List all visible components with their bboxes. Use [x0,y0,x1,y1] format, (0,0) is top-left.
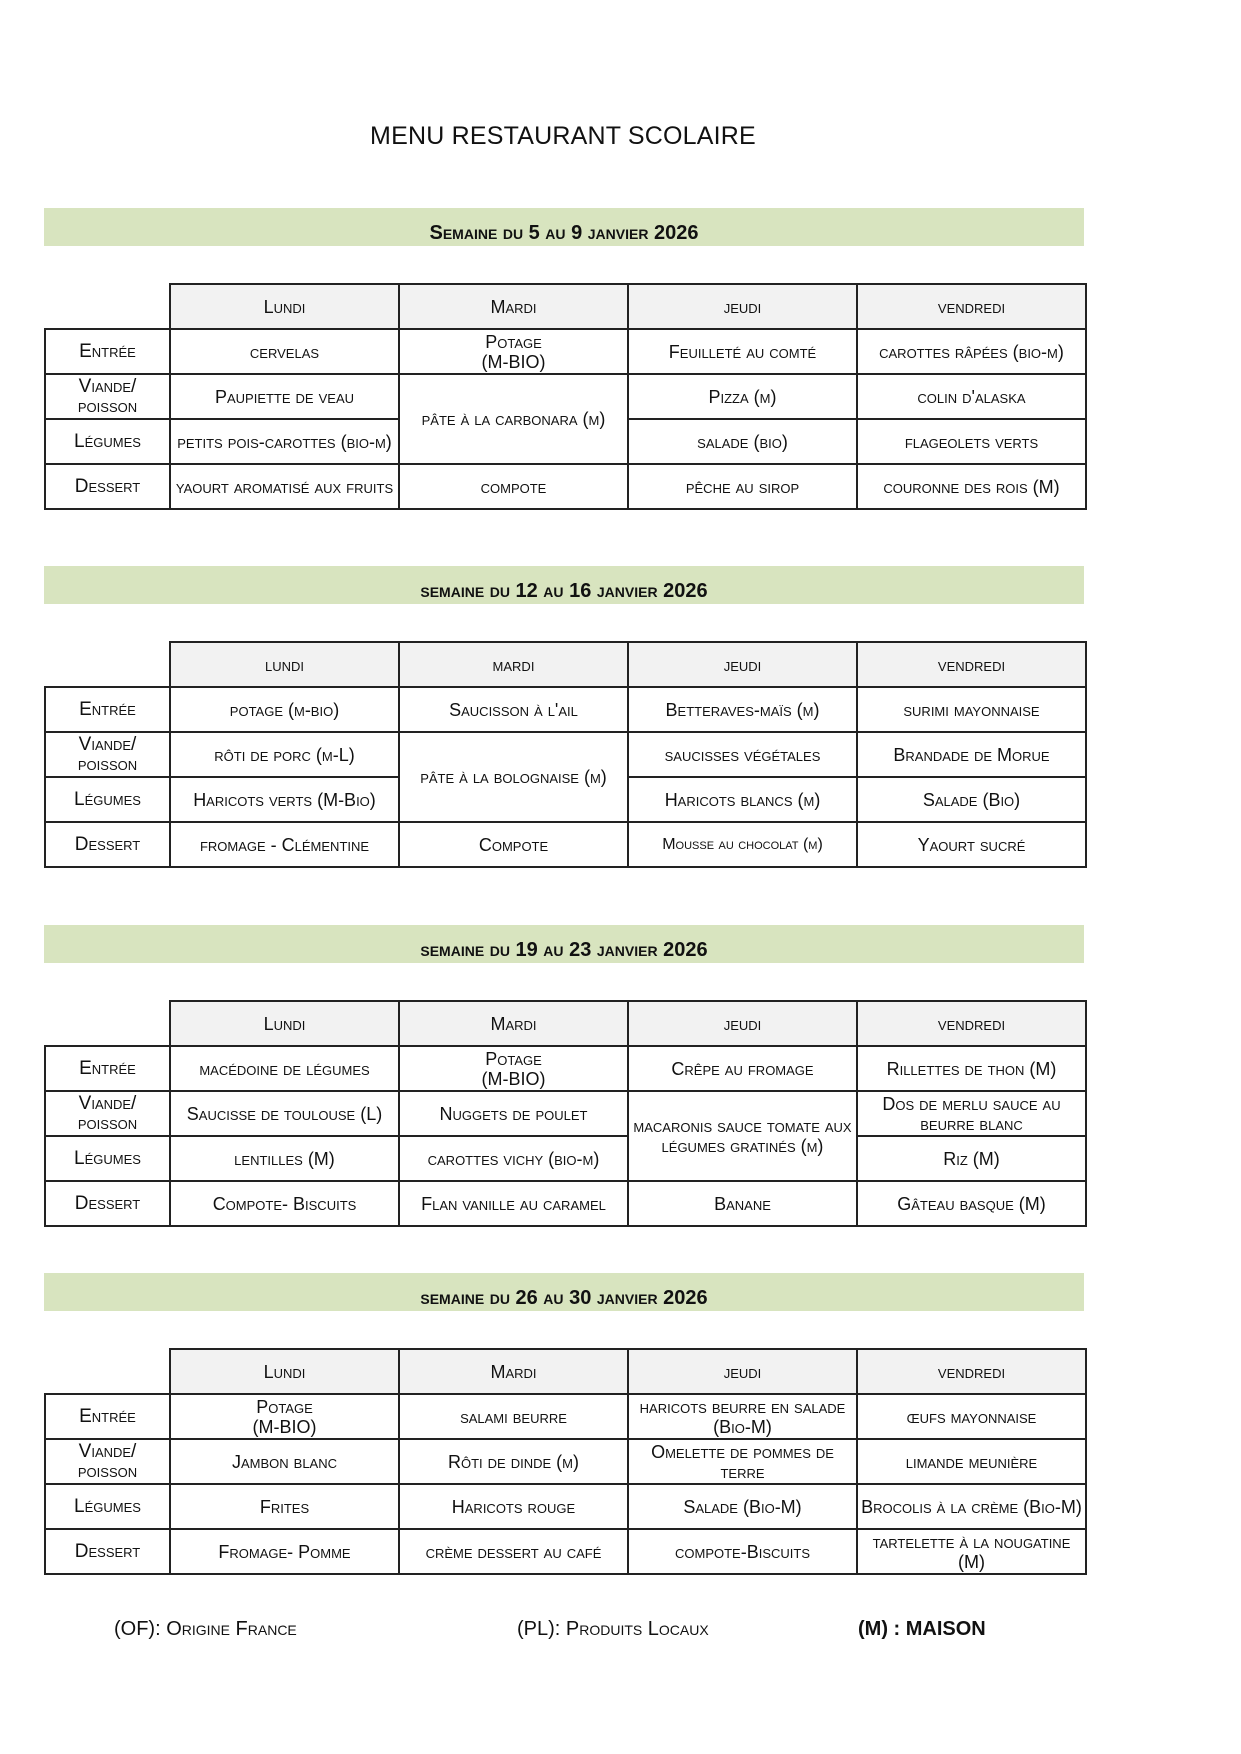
menu-cell: surimi mayonnaise [857,687,1086,732]
day-header: jeudi [628,1349,857,1394]
week-title: semaine du 19 au 23 janvier 2026 [420,939,708,961]
day-header: jeudi [628,1001,857,1046]
menu-cell: Fromage- Pomme [170,1529,399,1574]
menu-cell: Saucisse de toulouse (L) [170,1091,399,1136]
menu-cell: Saucisson à l'ail [399,687,628,732]
menu-table-week-4 [44,1348,1087,1575]
menu-cell: compote [399,464,628,509]
day-header: vendredi [857,1349,1086,1394]
menu-cell: Brandade de Morue [857,732,1086,777]
menu-cell: Haricots verts (M-Bio) [170,777,399,822]
week-title: Semaine du 5 au 9 janvier 2026 [429,222,699,244]
menu-cell: pâte à la bolognaise (m) [399,732,628,822]
row-label-viande: Viande/ poisson [45,1439,170,1484]
day-header: Mardi [399,284,628,329]
menu-cell: Compote [399,822,628,867]
day-header: Mardi [399,1001,628,1046]
menu-cell: Jambon blanc [170,1439,399,1484]
menu-cell: salami beurre [399,1394,628,1439]
menu-cell: Nuggets de poulet [399,1091,628,1136]
row-label-viande: Viande/ poisson [45,374,170,419]
menu-cell: Salade (Bio-M) [628,1484,857,1529]
row-label-entree: Entrée [45,1046,170,1091]
menu-cell: flageolets verts [857,419,1086,464]
menu-cell: Banane [628,1181,857,1226]
menu-cell: Rillettes de thon (M) [857,1046,1086,1091]
menu-cell: Frites [170,1484,399,1529]
menu-cell: Paupiette de veau [170,374,399,419]
menu-cell: pâte à la carbonara (m) [399,374,628,464]
menu-cell: Potage (M-BIO) [399,329,628,374]
corner-cell [45,284,170,329]
row-label-legumes: Légumes [45,419,170,464]
legend-maison: (M) : MAISON [858,1618,986,1640]
menu-cell: Yaourt sucré [857,822,1086,867]
row-label-legumes: Légumes [45,777,170,822]
row-label-dessert: Dessert [45,464,170,509]
menu-cell: Flan vanille au caramel [399,1181,628,1226]
menu-cell: Dos de merlu sauce au beurre blanc [857,1091,1086,1136]
day-header: jeudi [628,284,857,329]
row-label-entree: Entrée [45,329,170,374]
day-header: vendredi [857,1001,1086,1046]
week-title: semaine du 12 au 16 janvier 2026 [420,580,708,602]
menu-cell: crème dessert au café [399,1529,628,1574]
menu-cell: Riz (M) [857,1136,1086,1181]
menu-cell: colin d'alaska [857,374,1086,419]
menu-cell: Salade (Bio) [857,777,1086,822]
menu-cell: Pizza (m) [628,374,857,419]
menu-cell: potage (m-bio) [170,687,399,732]
day-header: Lundi [170,1001,399,1046]
menu-cell: fromage - Clémentine [170,822,399,867]
menu-cell: saucisses végétales [628,732,857,777]
page-title: MENU RESTAURANT SCOLAIRE [370,122,756,150]
menu-cell: cervelas [170,329,399,374]
corner-cell [45,642,170,687]
row-label-viande: Viande/ poisson [45,732,170,777]
menu-cell: œufs mayonnaise [857,1394,1086,1439]
day-header: jeudi [628,642,857,687]
menu-cell: Crêpe au fromage [628,1046,857,1091]
menu-cell: Mousse au chocolat (m) [628,822,857,867]
menu-cell: Haricots rouge [399,1484,628,1529]
row-label-entree: Entrée [45,687,170,732]
menu-cell: yaourt aromatisé aux fruits [170,464,399,509]
row-label-viande: Viande/ poisson [45,1091,170,1136]
menu-cell: Gâteau basque (M) [857,1181,1086,1226]
menu-cell: tartelette à la nougatine (M) [857,1529,1086,1574]
menu-cell: compote-Biscuits [628,1529,857,1574]
day-header: Lundi [170,284,399,329]
menu-cell: Potage (M-BIO) [170,1394,399,1439]
day-header: lundi [170,642,399,687]
menu-cell: rôti de porc (m-L) [170,732,399,777]
row-label-legumes: Légumes [45,1136,170,1181]
row-label-dessert: Dessert [45,1181,170,1226]
menu-cell: Betteraves-maïs (m) [628,687,857,732]
day-header: vendredi [857,642,1086,687]
menu-cell: salade (bio) [628,419,857,464]
row-label-dessert: Dessert [45,822,170,867]
menu-table-week-2 [44,641,1087,868]
menu-cell: lentilles (M) [170,1136,399,1181]
menu-cell: Brocolis à la crème (Bio-M) [857,1484,1086,1529]
menu-cell: Rôti de dinde (m) [399,1439,628,1484]
menu-table-week-1 [44,283,1087,510]
menu-cell: pêche au sirop [628,464,857,509]
menu-table-week-3 [44,1000,1087,1227]
menu-cell: Omelette de pommes de terre [628,1439,857,1484]
legend-produits-locaux: (PL): Produits Locaux [517,1618,709,1640]
menu-cell: limande meunière [857,1439,1086,1484]
legend-origine-france: (OF): Origine France [114,1618,297,1640]
day-header: vendredi [857,284,1086,329]
day-header: Lundi [170,1349,399,1394]
menu-cell: couronne des rois (M) [857,464,1086,509]
menu-cell: haricots beurre en salade (Bio-M) [628,1394,857,1439]
menu-cell: Feuilleté au comté [628,329,857,374]
menu-cell: Potage (M-BIO) [399,1046,628,1091]
menu-cell: petits pois-carottes (bio-m) [170,419,399,464]
menu-cell: carottes râpées (bio-m) [857,329,1086,374]
row-label-legumes: Légumes [45,1484,170,1529]
corner-cell [45,1349,170,1394]
menu-cell: Compote- Biscuits [170,1181,399,1226]
menu-cell: macaronis sauce tomate aux légumes gratinés (m) [628,1091,857,1181]
row-label-entree: Entrée [45,1394,170,1439]
corner-cell [45,1001,170,1046]
week-title: semaine du 26 au 30 janvier 2026 [420,1287,708,1309]
menu-cell: carottes vichy (bio-m) [399,1136,628,1181]
menu-cell: macédoine de légumes [170,1046,399,1091]
day-header: mardi [399,642,628,687]
row-label-dessert: Dessert [45,1529,170,1574]
day-header: Mardi [399,1349,628,1394]
menu-cell: Haricots blancs (m) [628,777,857,822]
